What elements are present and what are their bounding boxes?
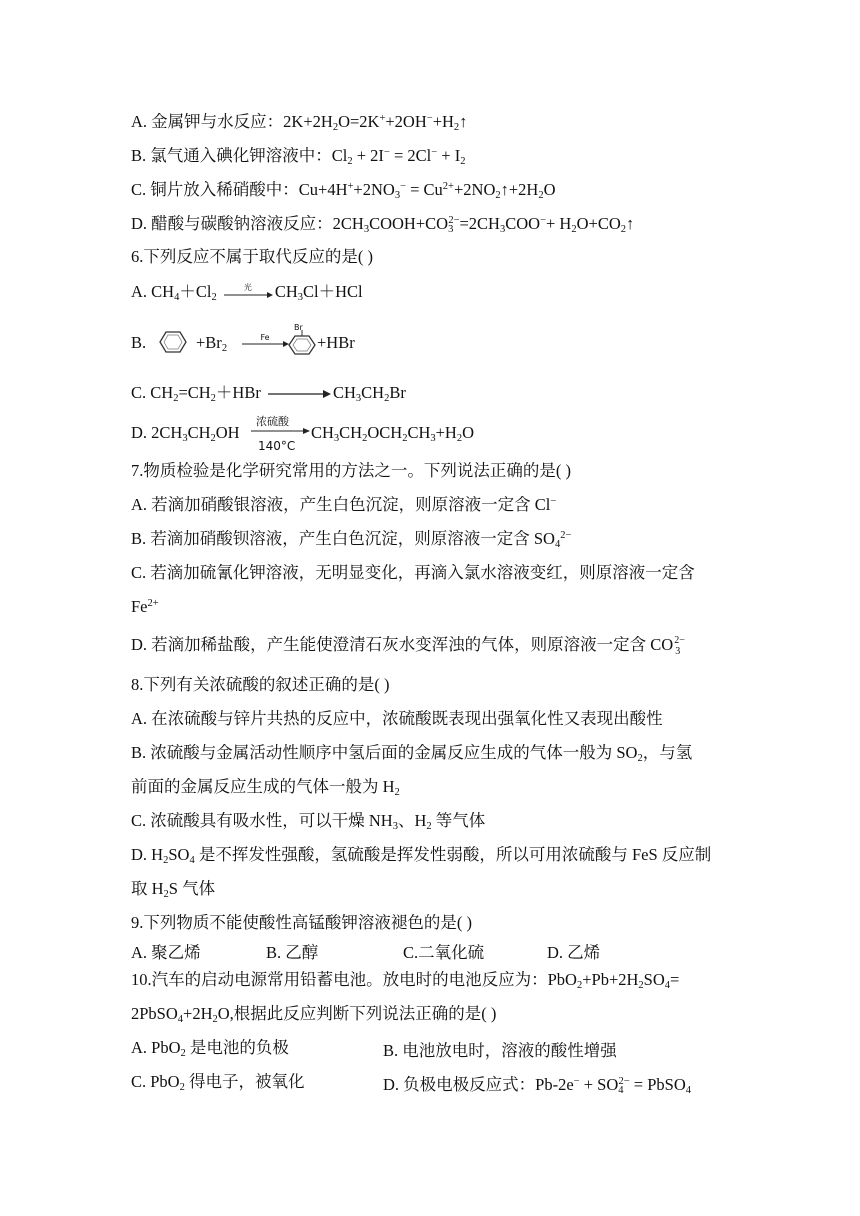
q9-option-c: C.二氧化硫 [403,943,485,962]
q7-option-c-cont: $Fe^{2+}$ [131,597,159,616]
q10-option-a: A. PbO$_2$ 是电池的负极 [131,1038,289,1059]
q8-stem: 8.下列有关浓硫酸的叙述正确的是( ) [131,675,390,694]
q5-option-b: B. 氯气通入碘化钾溶液中：$Cl_2 + 2I^- = 2Cl^- + I_2$ [131,146,466,167]
reaction-arrow [241,332,289,352]
q5-option-d: D. 醋酸与碳酸钠溶液反应：$2CH_3COOH+CO_3^{2-}=2CH_3COO^-+$ $H_2O+CO_2↑$ [131,214,635,235]
q10-option-b: B. 电池放电时，溶液的酸性增强 [383,1041,617,1060]
arrow-condition-top: 浓硫酸 [256,415,289,428]
benzene-ring-icon [159,330,187,360]
reaction-arrow [250,411,310,451]
q9-option-b: B. 乙醇 [266,943,319,962]
option-label: A. [131,112,148,131]
arrow-condition: Fe [260,333,270,342]
arrow-condition: 光 [243,283,252,293]
q6-option-a: A. $CH_4+Cl_2$ 光 $CH_3Cl+HCl$ [131,281,363,303]
q8-option-c: C. 浓硫酸具有吸水性，可以干燥 $NH_3$、$H_2$ 等气体 [131,811,486,832]
q5-option-c: C. 铜片放入稀硝酸中：$Cu+4H^++2NO_3^-$ = $Cu^{2+}+2NO_2↑+2H_2O$ [131,180,556,201]
q8-option-d: D. $H_2SO_4$ 是不挥发性强酸，氢硫酸是挥发性弱酸，所以可用浓硫酸与 FeS 反应制 [131,845,712,866]
q7-stem: 7.物质检验是化学研究常用的方法之一。下列说法正确的是( ) [131,461,571,480]
exam-page: A. 金属钾与水反应：$2K+2H_2O=2K^++2OH^-+H_2↑$ B. 氯气通入碘化钾溶液中：$Cl_2 + 2I^- = 2Cl^- + I_2$ C. 铜片放入稀硝酸中：$Cu+4H^++2NO_3^-$ = $Cu^{2+}+2NO_2↑+2H_2O$ D. 醋酸与碳酸钠溶液反应：$2CH_3COOH+CO_3^{2-}=2CH_3COO^-+$ $H_2O+CO_2↑$ 6.下列反应不属于取代反应的是( ) A. $CH_4+Cl_2$ 光 $CH_3Cl+HCl$ B. $+Br_2$ Fe Br +HBr C. $CH_2=CH_2+HBr$ $CH_3CH_2Br$ D. $2CH_3CH_2OH$ 浓硫酸 140°C $CH_3CH_2OCH_2CH_3+H_2O$ 7.物质检验是化学研究常用的方法之一。下列说法正确的是( ) A. 若滴加硝酸银溶液，产生白色沉淀，则原溶液一定含 Cl− B. 若滴加硝酸钡溶液，产生白色沉淀，则原溶液一定含 $SO_4^{2-}$ C. 若滴加硫氰化钾溶液，无明显变化，再滴入氯水溶液变红，则原溶液一定含 $Fe^{2+}$ D. 若滴加稀盐酸，产生能使澄清石灰水变浑浊的气体，则原溶液一定含 CO 2− 3 8.下列有关浓硫酸的叙述正确的是( ) A. 在浓硫酸与锌片共热的反应中，浓硫酸既表现出强氧化性又表现出酸性 B. 浓硫酸与金属活动性顺序中氢后面的金属反应生成的气体一般为 $SO_2$，与氢 前面的金属反应生成的气体一般为 $H_2$ C. 浓硫酸具有吸水性，可以干燥 $NH_3$、$H_2$ 等气体 D. $H_2SO_4$ 是不挥发性强酸，氢硫酸是挥发性弱酸，所以可用浓硫酸与 FeS 反应制 取 $H_2S$ 气体 9.下列物质不能使酸性高锰酸钾溶液褪色的是( ) A. 聚乙烯 B. 乙醇 C.二氧化硫 D. 乙烯 10.汽车的启动电源常用铅蓄电池。放电时的电池反应为：$PbO_2+Pb+2H_2SO_4=$ $2PbSO_4+2H_2O$,根据此反应判断下列说法正确的是( ) A. PbO$_2$ 是电池的负极 B. 电池放电时，溶液的酸性增强 C. PbO$_2$ 得电子，被氧化 D. 负极电极反应式：$Pb-2e^- + SO_4^{2-}$ = PbSO$_4$ [131,112,712,1096]
q8-option-b-cont: 前面的金属反应生成的气体一般为 $H_2$ [131,777,400,798]
reaction-arrow [223,283,273,303]
q7-option-b: B. 若滴加硝酸钡溶液，产生白色沉淀，则原溶液一定含 $SO_4^{2-}$ [131,529,572,550]
q9-option-d: D. 乙烯 [547,943,601,962]
option-label: C. [131,180,147,199]
option-label: D. [131,214,148,233]
q10-option-c: C. PbO$_2$ 得电子，被氧化 [131,1072,305,1093]
option-label: B. [131,146,147,165]
q7-option-d: D. 若滴加稀盐酸，产生能使澄清石灰水变浑浊的气体，则原溶液一定含 CO 2− 3 [131,634,689,656]
q8-option-a: A. 在浓硫酸与锌片共热的反应中，浓硫酸既表现出强氧化性又表现出酸性 [131,709,663,728]
q10-option-d: D. 负极电极反应式：$Pb-2e^- + SO_4^{2-}$ = PbSO$_4$ [383,1075,691,1096]
q9-option-a: A. 聚乙烯 [131,943,201,962]
q5-option-a: A. 金属钾与水反应：$2K+2H_2O=2K^++2OH^-+H_2↑$ [131,112,468,133]
q6-stem: 6.下列反应不属于取代反应的是( ) [131,247,373,266]
q7-option-c: C. 若滴加硫氰化钾溶液，无明显变化，再滴入氯水溶液变红，则原溶液一定含 [131,563,695,582]
arrow-condition-bottom: 140°C [258,439,296,453]
q8-option-d-cont: 取 $H_2S$ 气体 [131,879,216,900]
q6-option-c: C. $CH_2=CH_2+HBr$ $CH_3CH_2Br$ [131,383,406,404]
q7-option-a: A. 若滴加硝酸银溶液，产生白色沉淀，则原溶液一定含 Cl− [131,495,557,514]
ion-charge-stack: 2− 3 [674,635,685,657]
substituent-label: Br [294,323,303,332]
q8-option-b: B. 浓硫酸与金属活动性顺序中氢后面的金属反应生成的气体一般为 $SO_2$，与氢 [131,743,693,764]
q9-stem: 9.下列物质不能使酸性高锰酸钾溶液褪色的是( ) [131,913,472,932]
reaction-arrow [267,387,331,401]
q10-stem: 10.汽车的启动电源常用铅蓄电池。放电时的电池反应为：$PbO_2+Pb+2H_2SO_4=$ [131,970,680,991]
q10-stem-cont: $2PbSO_4+2H_2O$,根据此反应判断下列说法正确的是( ) [131,1004,497,1025]
